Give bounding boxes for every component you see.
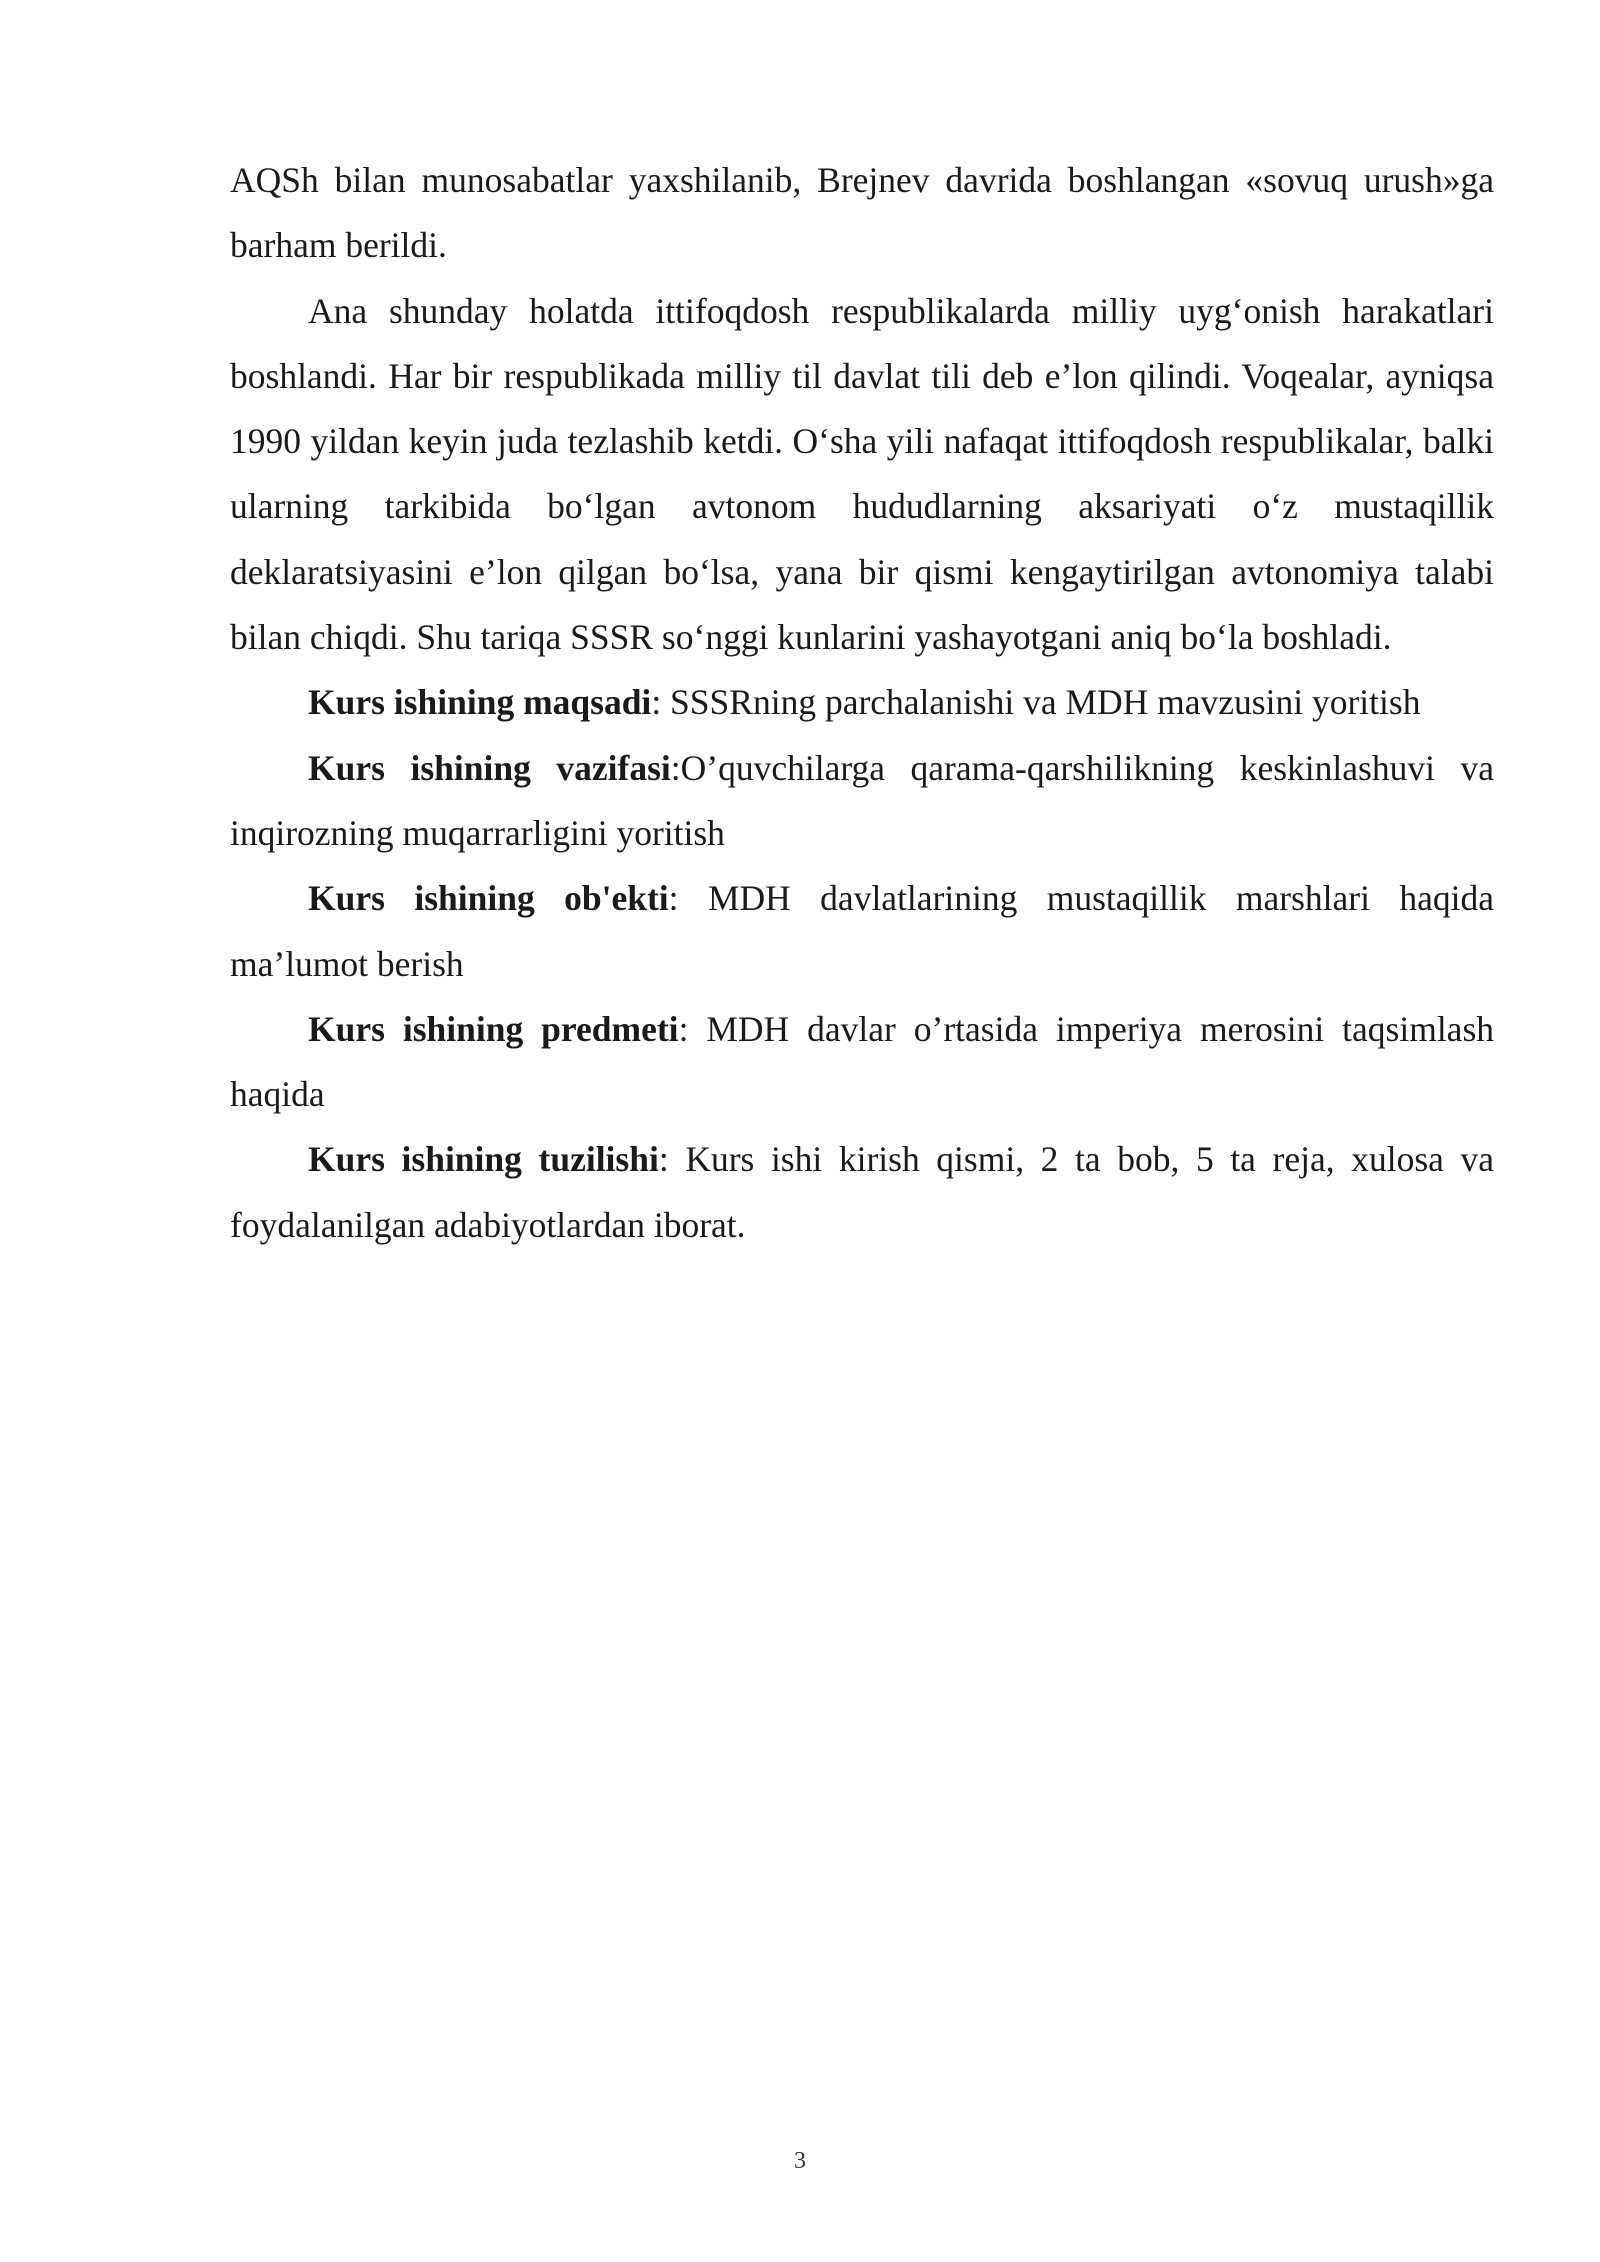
section-structure-text: : Kurs ishi kirish qismi, 2 ta bob, 5 ta reja, xulosa va foydalanilgan adabiyotlardan iborat. — [230, 1139, 1495, 1245]
section-subject-label: Kurs ishining predmeti — [308, 1008, 679, 1049]
intro-paragraph-continuation: AQSh bilan munosabatlar yaxshilanib, Brejnev davrida boshlangan «sovuq urush»ga barham berildi. — [230, 160, 1494, 266]
section-structure — [230, 1127, 1494, 1258]
section-object-text: : MDH davlatlarining mustaqillik marshlari haqida ma’lumot berish — [230, 878, 1494, 984]
section-structure-label: Kurs ishining tuzilishi — [308, 1139, 659, 1180]
intro-paragraph: Ana shunday holatda ittifoqdosh respublikalarda milliy uyg‘onish harakatlari boshlandi. Har bir respublikada milliy til davlat tili deb e’lon qilindi. Voqealar, ayniqsa 1990 yildan keyin juda tezlashib ketdi. O‘sha yili nafaqat ittifoqdosh respublikalar, balki ularning tarkibida bo‘lgan avtonom hududlarning aksariyati o‘z mustaqillik deklaratsiyasini e’lon qilgan bo‘lsa, yana bir qismi kengaytirilgan avtonomiya talabi bilan chiqdi. Shu tariqa SSSR so‘nggi kunlarini yashayotgani aniq bo‘la boshladi. — [230, 290, 1494, 658]
page-number: 3 — [794, 2148, 806, 2174]
section-task — [230, 736, 1494, 867]
document-page — [230, 148, 1494, 1258]
section-goal-label: Kurs ishining maqsadi — [308, 682, 652, 723]
section-object-label: Kurs ishining ob'ekti — [308, 878, 669, 919]
section-goal — [230, 670, 1494, 735]
section-goal-text: : SSSRning parchalanishi va MDH mavzusini yoritish — [651, 682, 1421, 723]
section-task-label: Kurs ishining vazifasi — [308, 747, 671, 788]
section-object — [230, 866, 1494, 997]
section-task-text: :O’quvchilarga qarama-qarshilikning keskinlashuvi va inqirozning muqarrarligini yoritish — [230, 747, 1494, 853]
section-subject — [230, 997, 1494, 1128]
section-subject-text: : MDH davlar o’rtasida imperiya merosini taqsimlash haqida — [230, 1008, 1495, 1115]
